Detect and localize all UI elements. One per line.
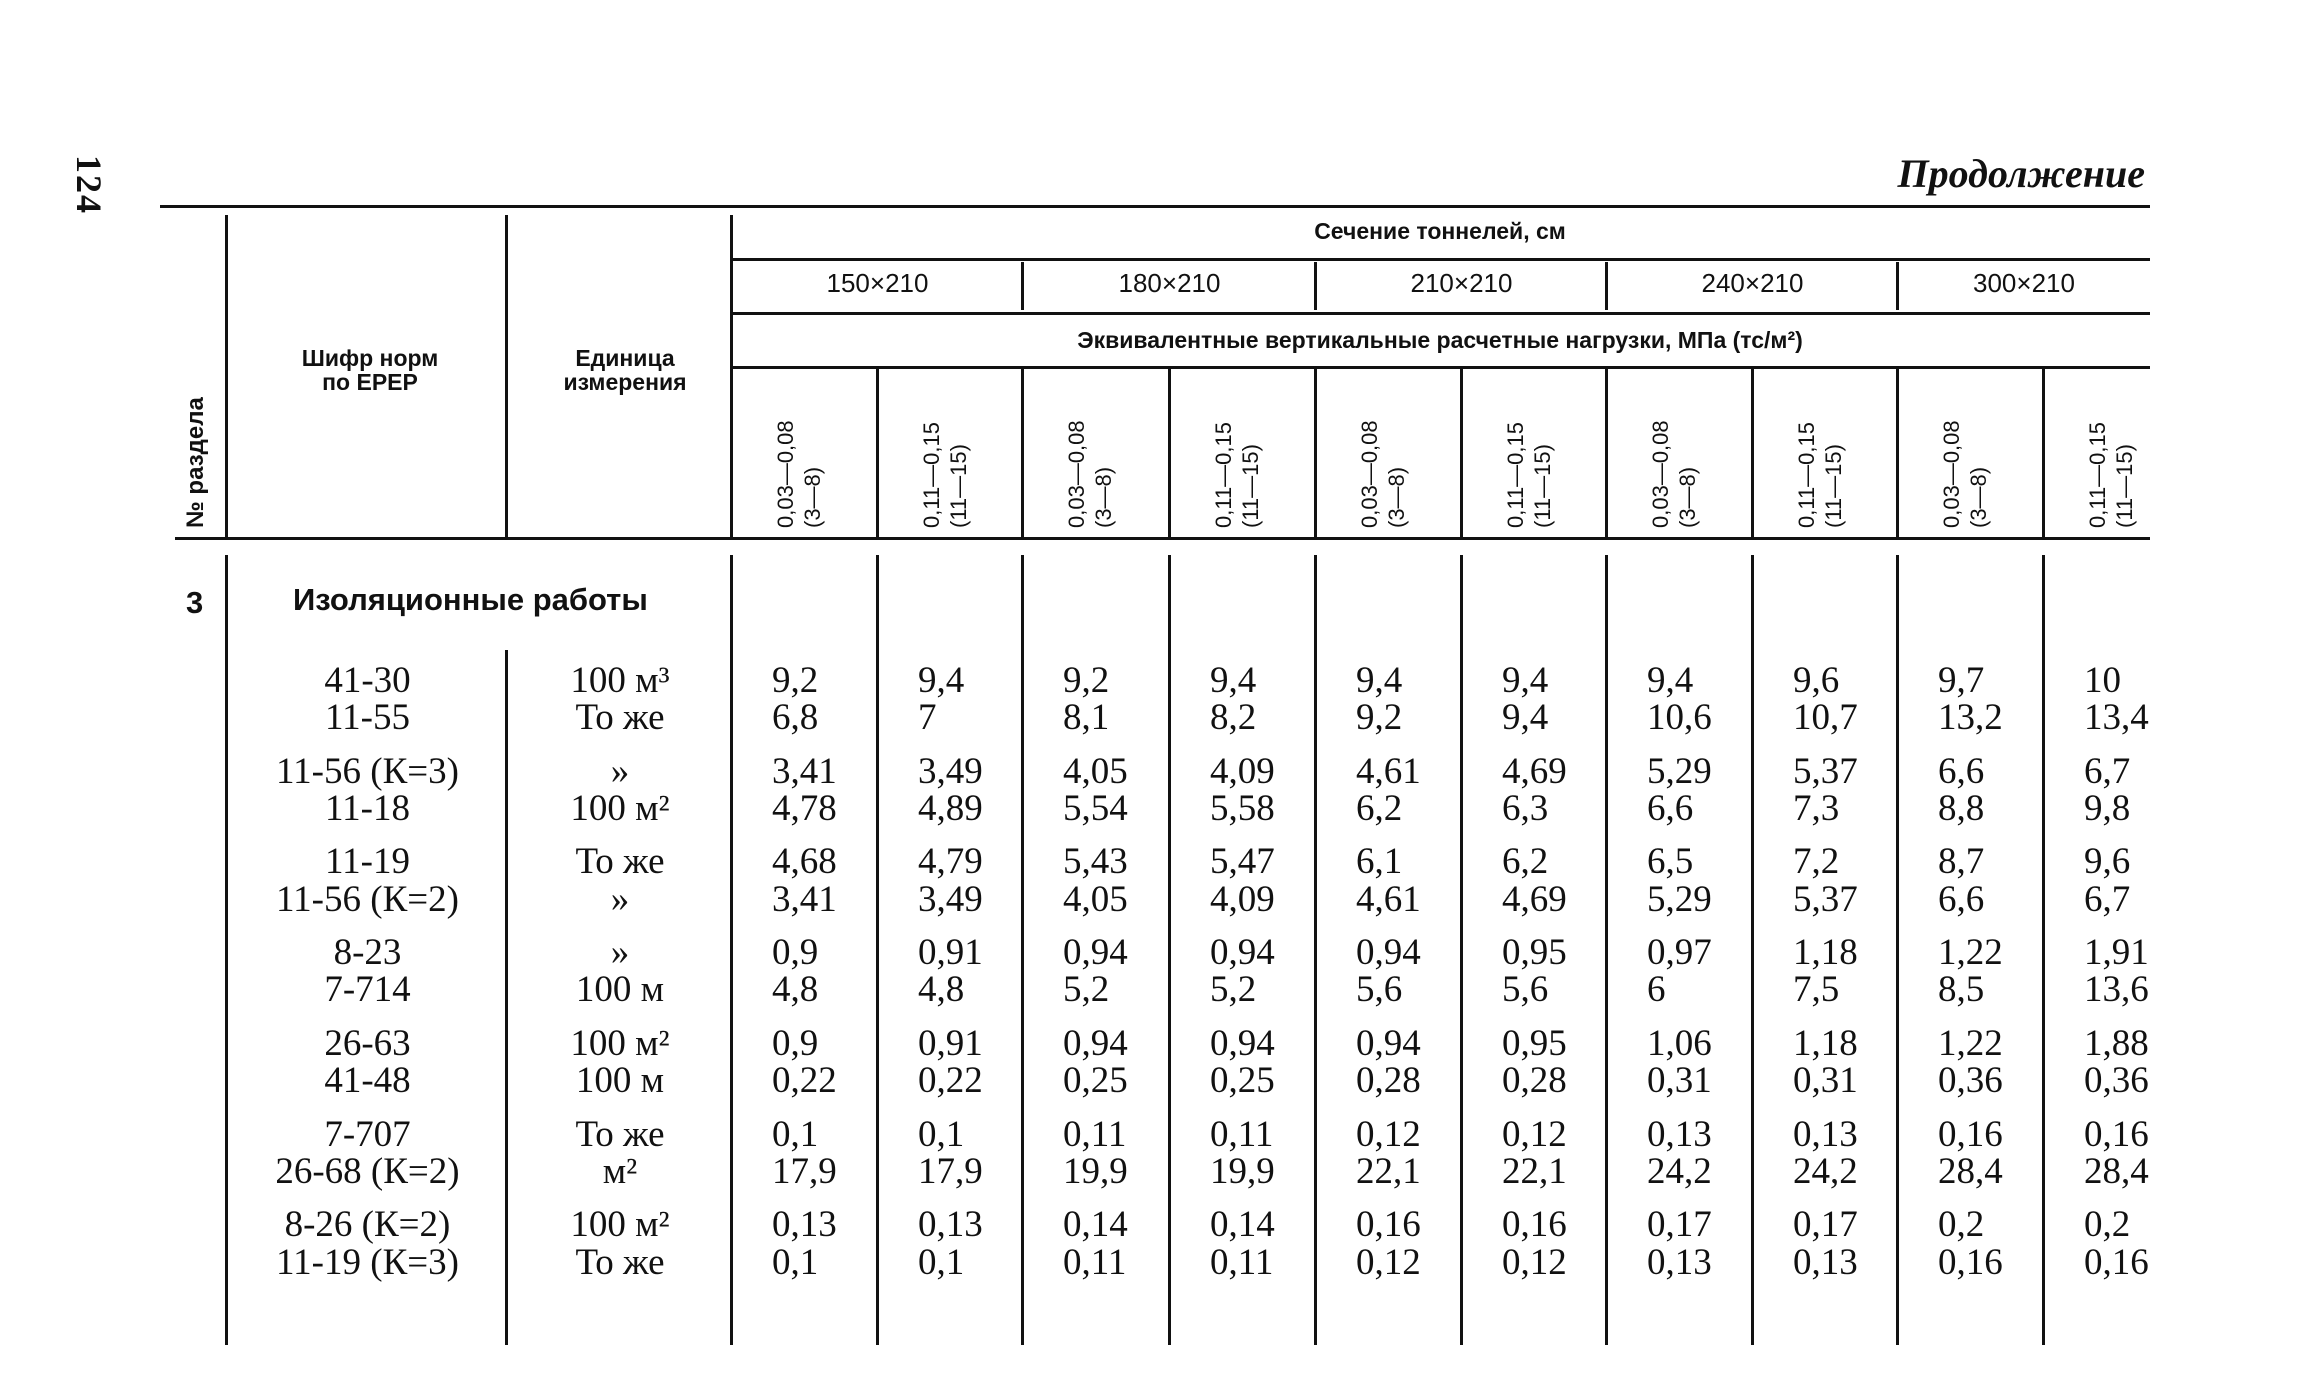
- row-value: 0,25: [1210, 1060, 1275, 1102]
- row-value: 4,89: [918, 788, 983, 829]
- row-unit: м²: [602, 1150, 638, 1192]
- row-value: 9,2: [1356, 697, 1403, 739]
- load-range-label: [1647, 420, 1701, 528]
- row-value: 0,22: [772, 1060, 837, 1102]
- load-range-line1: 0,11—0,15: [1503, 421, 1528, 528]
- row-value: 0,94: [1063, 1022, 1128, 1064]
- load-range-line2: (11—15): [2112, 444, 2137, 528]
- section-size-label: 180×210: [1118, 268, 1221, 298]
- load-range-line2: (11—15): [946, 444, 971, 528]
- row-value: 17,9: [772, 1150, 837, 1192]
- vrule-col-6: [1605, 366, 1608, 537]
- row-value: 8,1: [1063, 697, 1110, 739]
- row-value: 6,6: [1938, 750, 1985, 792]
- row-value: 0,13: [1793, 1241, 1858, 1283]
- row-value: 6: [1647, 969, 1666, 1011]
- vrule-col-3: [1168, 366, 1171, 537]
- row-value: 19,9: [1063, 1150, 1128, 1192]
- col-code-label-line1: Шифр норм: [301, 345, 439, 371]
- vrule-col-2: [1021, 366, 1024, 537]
- row-value: 0,1: [918, 1113, 965, 1155]
- row-unit: 100 м²: [570, 1204, 670, 1246]
- row-value: 0,16: [1938, 1113, 2003, 1155]
- row-value: 0,31: [1793, 1060, 1858, 1102]
- load-range-line1: 0,03—0,08: [773, 420, 798, 528]
- vrule-body-col-5: [1460, 555, 1463, 1345]
- row-value: 8,2: [1210, 697, 1257, 739]
- row-value: 13,4: [2084, 697, 2149, 739]
- row-value: 0,14: [1063, 1204, 1128, 1246]
- row-value: 13,2: [1938, 697, 2003, 739]
- row-code: 26-63: [324, 1022, 411, 1064]
- row-code: 11-19 (К=3): [276, 1241, 459, 1283]
- row-value: 0,13: [1793, 1113, 1858, 1155]
- row-value: 0,94: [1063, 932, 1128, 974]
- row-value: 0,1: [772, 1113, 819, 1155]
- row-value: 28,4: [1938, 1150, 2003, 1192]
- row-value: 1,22: [1938, 932, 2003, 974]
- row-value: 0,11: [1210, 1241, 1274, 1283]
- row-value: 4,69: [1502, 878, 1567, 920]
- row-value: 0,16: [1356, 1204, 1421, 1246]
- row-value: 0,14: [1210, 1204, 1275, 1246]
- section-group-label: Сечение тоннелей, см: [1314, 218, 1566, 244]
- row-value: 4,8: [918, 969, 965, 1011]
- row-value: 0,11: [1063, 1113, 1127, 1155]
- row-value: 9,4: [1356, 660, 1403, 701]
- row-value: 0,95: [1502, 932, 1567, 974]
- row-value: 9,2: [772, 660, 819, 701]
- vrule-body-col-7: [1751, 555, 1754, 1345]
- row-value: 28,4: [2084, 1150, 2149, 1192]
- row-value: 0,1: [918, 1241, 965, 1283]
- row-value: 5,29: [1647, 878, 1712, 920]
- row-value: 4,61: [1356, 878, 1421, 920]
- section-size-label: 150×210: [826, 268, 929, 298]
- section-size-label: 210×210: [1410, 268, 1513, 298]
- row-value: 7,2: [1793, 841, 1840, 883]
- row-value: 1,06: [1647, 1022, 1712, 1064]
- load-range-line2: (3—8): [800, 466, 825, 528]
- row-value: 6,6: [1938, 878, 1985, 920]
- col-unit-label-line2: измерения: [563, 369, 687, 395]
- row-value: 4,09: [1210, 878, 1275, 920]
- row-code: 41-30: [324, 660, 411, 701]
- row-value: 0,16: [1938, 1241, 2003, 1283]
- row-value: 24,2: [1793, 1150, 1858, 1192]
- vrule-code-unit: [505, 215, 508, 537]
- load-range-label: [1356, 420, 1410, 528]
- col-code-label-line2: по ЕРЕР: [322, 369, 418, 395]
- row-value: 5,6: [1356, 969, 1403, 1011]
- load-range-line1: 0,03—0,08: [1064, 420, 1089, 528]
- row-code: 8-23: [333, 932, 402, 974]
- row-value: 8,5: [1938, 969, 1985, 1011]
- vrule-col-8: [1896, 366, 1899, 537]
- load-range-label: [772, 420, 826, 528]
- vrule-col-1: [876, 366, 879, 537]
- load-range-line2: (11—15): [1238, 444, 1263, 528]
- vrule-body-col-4: [1314, 555, 1317, 1345]
- row-value: 0,91: [918, 1022, 983, 1064]
- row-value: 0,11: [1210, 1113, 1274, 1155]
- row-value: 10,7: [1793, 697, 1858, 739]
- vrule-code-unit-body: [505, 650, 508, 1345]
- row-value: 5,37: [1793, 878, 1858, 920]
- section-number: 3: [186, 585, 204, 620]
- row-value: 4,79: [918, 841, 983, 883]
- continuation-label: Продолжение: [1897, 151, 2145, 196]
- row-value: 7: [918, 697, 937, 739]
- row-value: 3,41: [772, 878, 837, 920]
- row-value: 4,61: [1356, 750, 1421, 792]
- vrule-col-5: [1460, 366, 1463, 537]
- row-value: 22,1: [1502, 1150, 1567, 1192]
- section-size-rule: [730, 312, 2150, 315]
- row-code: 26-68 (К=2): [275, 1150, 460, 1192]
- row-value: 0,1: [772, 1241, 819, 1283]
- row-value: 0,94: [1356, 932, 1421, 974]
- col-unit-label: [520, 346, 730, 394]
- row-value: 0,36: [1938, 1060, 2003, 1102]
- row-value: 5,43: [1063, 841, 1128, 883]
- load-range-line1: 0,03—0,08: [1648, 420, 1673, 528]
- row-unit: »: [610, 932, 630, 974]
- row-value: 10: [2084, 660, 2121, 701]
- row-unit: 100 м: [575, 1060, 665, 1102]
- row-value: 0,9: [772, 1022, 819, 1064]
- row-value: 0,12: [1502, 1241, 1567, 1283]
- load-range-line2: (3—8): [1091, 466, 1116, 528]
- section-group-rule: [730, 258, 2150, 261]
- row-value: 0,12: [1502, 1113, 1567, 1155]
- vrule-left: [225, 215, 228, 537]
- row-value: 0,16: [2084, 1113, 2149, 1155]
- load-range-line2: (3—8): [1966, 466, 1991, 528]
- load-range-label: [1063, 420, 1117, 528]
- row-value: 8,8: [1938, 788, 1985, 829]
- row-unit: 100 м²: [570, 1022, 670, 1064]
- load-range-line1: 0,03—0,08: [1357, 420, 1382, 528]
- load-range-line2: (3—8): [1675, 466, 1700, 528]
- row-value: 0,36: [2084, 1060, 2149, 1102]
- row-value: 9,8: [2084, 788, 2131, 829]
- row-value: 3,41: [772, 750, 837, 792]
- row-value: 0,13: [1647, 1241, 1712, 1283]
- load-range-line1: 0,11—0,15: [1211, 421, 1236, 528]
- row-value: 9,4: [1210, 660, 1257, 701]
- row-value: 6,2: [1356, 788, 1403, 829]
- row-value: 7,5: [1793, 969, 1840, 1011]
- vrule-body-col-1: [876, 555, 879, 1345]
- row-value: 6,6: [1647, 788, 1694, 829]
- row-value: 5,29: [1647, 750, 1712, 792]
- row-value: 6,3: [1502, 788, 1549, 829]
- row-unit: То же: [575, 1113, 665, 1155]
- row-unit: 100 м²: [570, 788, 670, 829]
- row-code: 11-55: [325, 697, 410, 739]
- row-value: 4,8: [772, 969, 819, 1011]
- vrule-left-body: [225, 555, 228, 1345]
- row-value: 0,17: [1647, 1204, 1712, 1246]
- loads-group-label: Эквивалентные вертикальные расчетные нагрузки, МПа (тс/м²): [1077, 327, 1803, 353]
- vrule-body-col-2: [1021, 555, 1024, 1345]
- row-code: 11-56 (К=2): [276, 878, 459, 920]
- load-range-line1: 0,11—0,15: [1794, 421, 1819, 528]
- load-range-line2: (11—15): [1821, 444, 1846, 528]
- row-value: 5,2: [1063, 969, 1110, 1011]
- vrule-col-7: [1751, 366, 1754, 537]
- row-code: 11-18: [325, 788, 410, 829]
- vrule-col-9: [2042, 366, 2045, 537]
- row-value: 0,31: [1647, 1060, 1712, 1102]
- table-top-rule: [160, 205, 2150, 208]
- row-value: 4,68: [772, 841, 837, 883]
- row-value: 5,47: [1210, 841, 1275, 883]
- col-section-label: № раздела: [182, 397, 209, 528]
- load-range-label: [2084, 422, 2138, 528]
- row-value: 1,18: [1793, 932, 1858, 974]
- row-value: 4,05: [1063, 750, 1128, 792]
- row-value: 0,12: [1356, 1241, 1421, 1283]
- row-value: 4,05: [1063, 878, 1128, 920]
- row-unit: 100 м: [575, 969, 665, 1011]
- row-unit: »: [610, 750, 630, 792]
- section-title: Изоляционные работы: [293, 582, 648, 617]
- row-value: 0,91: [918, 932, 983, 974]
- row-value: 0,13: [918, 1204, 983, 1246]
- row-value: 0,16: [1502, 1204, 1567, 1246]
- row-code: 7-714: [324, 969, 411, 1011]
- row-value: 5,58: [1210, 788, 1275, 829]
- vrule-body-col-6: [1605, 555, 1608, 1345]
- load-range-line2: (11—15): [1530, 444, 1555, 528]
- page-number: 124: [69, 155, 109, 215]
- row-value: 4,78: [772, 788, 837, 829]
- section-size-label: 300×210: [1973, 268, 2075, 298]
- row-value: 9,7: [1938, 660, 1985, 701]
- row-value: 0,16: [2084, 1241, 2149, 1283]
- row-value: 0,13: [1647, 1113, 1712, 1155]
- col-unit-label-line1: Единица: [575, 345, 675, 371]
- row-value: 3,49: [918, 878, 983, 920]
- row-value: 13,6: [2084, 969, 2149, 1011]
- row-value: 0,28: [1356, 1060, 1421, 1102]
- row-unit: То же: [575, 841, 665, 883]
- row-value: 5,37: [1793, 750, 1858, 792]
- row-value: 8,7: [1938, 841, 1985, 883]
- load-range-line2: (3—8): [1384, 466, 1409, 528]
- row-value: 0,2: [2084, 1204, 2131, 1246]
- row-value: 0,95: [1502, 1022, 1567, 1064]
- vrule-col-4: [1314, 366, 1317, 537]
- row-value: 6,5: [1647, 841, 1694, 883]
- load-range-label: [1793, 422, 1847, 528]
- row-value: 17,9: [918, 1150, 983, 1192]
- vrule-body-col-0: [730, 555, 733, 1345]
- row-value: 0,97: [1647, 932, 1712, 974]
- section-size-label: 240×210: [1701, 268, 1804, 298]
- row-value: 0,2: [1938, 1204, 1985, 1246]
- row-value: 6,1: [1356, 841, 1403, 883]
- load-range-label: [918, 422, 972, 528]
- row-value: 0,94: [1356, 1022, 1421, 1064]
- row-code: 7-707: [324, 1113, 411, 1155]
- row-value: 0,11: [1063, 1241, 1127, 1283]
- row-value: 9,4: [1502, 660, 1549, 701]
- vrule-body-col-3: [1168, 555, 1171, 1345]
- row-code: 11-56 (К=3): [276, 750, 459, 792]
- row-value: 1,18: [1793, 1022, 1858, 1064]
- load-range-label: [1938, 420, 1992, 528]
- row-value: 7,3: [1793, 788, 1840, 829]
- row-value: 0,12: [1356, 1113, 1421, 1155]
- row-value: 0,94: [1210, 1022, 1275, 1064]
- header-bottom-rule: [175, 537, 2150, 540]
- loads-group-rule: [730, 366, 2150, 369]
- row-value: 0,17: [1793, 1204, 1858, 1246]
- row-value: 5,2: [1210, 969, 1257, 1011]
- load-range-line1: 0,11—0,15: [2085, 421, 2110, 528]
- vrule-col-0: [730, 215, 733, 537]
- row-value: 4,69: [1502, 750, 1567, 792]
- vrule-body-col-9: [2042, 555, 2045, 1345]
- row-value: 5,6: [1502, 969, 1549, 1011]
- row-unit: То же: [575, 697, 665, 739]
- row-value: 4,09: [1210, 750, 1275, 792]
- row-value: 9,6: [1793, 660, 1840, 701]
- row-value: 9,6: [2084, 841, 2131, 883]
- vrule-body-col-8: [1896, 555, 1899, 1345]
- row-code: 41-48: [324, 1060, 411, 1102]
- row-value: 6,7: [2084, 878, 2131, 920]
- row-value: 1,91: [2084, 932, 2149, 974]
- row-value: 0,13: [772, 1204, 837, 1246]
- row-unit: То же: [575, 1241, 665, 1283]
- load-range-line1: 0,11—0,15: [919, 421, 944, 528]
- row-value: 19,9: [1210, 1150, 1275, 1192]
- row-value: 10,6: [1647, 697, 1712, 739]
- row-value: 5,54: [1063, 788, 1128, 829]
- row-value: 6,2: [1502, 841, 1549, 883]
- row-unit: 100 м³: [570, 660, 670, 701]
- row-value: 24,2: [1647, 1150, 1712, 1192]
- col-code-label: [240, 346, 500, 394]
- row-value: 0,94: [1210, 932, 1275, 974]
- row-code: 8-26 (К=2): [284, 1204, 451, 1246]
- row-value: 9,4: [1647, 660, 1694, 701]
- row-value: 0,22: [918, 1060, 983, 1102]
- row-value: 0,9: [772, 932, 819, 974]
- row-value: 9,4: [1502, 697, 1549, 739]
- load-range-label: [1502, 422, 1556, 528]
- row-value: 6,8: [772, 697, 819, 739]
- row-value: 22,1: [1356, 1150, 1421, 1192]
- row-unit: »: [610, 878, 630, 920]
- load-range-line1: 0,03—0,08: [1939, 420, 1964, 528]
- row-code: 11-19: [325, 841, 410, 883]
- row-value: 6,7: [2084, 750, 2131, 792]
- load-range-label: [1210, 422, 1264, 528]
- row-value: 9,2: [1063, 660, 1110, 701]
- row-value: 3,49: [918, 750, 983, 792]
- row-value: 0,25: [1063, 1060, 1128, 1102]
- row-value: 1,22: [1938, 1022, 2003, 1064]
- row-value: 9,4: [918, 660, 965, 701]
- row-value: 1,88: [2084, 1022, 2149, 1064]
- row-value: 0,28: [1502, 1060, 1567, 1102]
